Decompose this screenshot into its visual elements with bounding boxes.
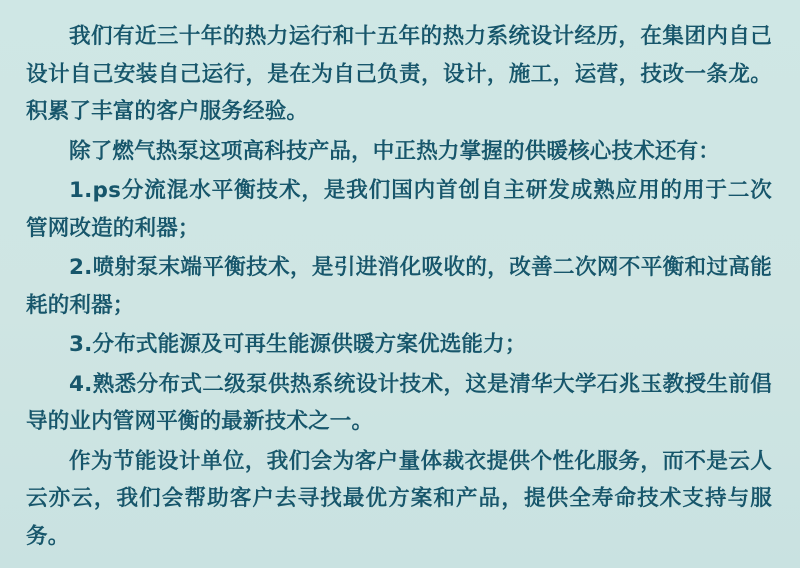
- document-body: [26, 18, 772, 555]
- paragraph-4: 2.喷射泵末端平衡技术，是引进消化吸收的，改善二次网不平衡和过高能耗的利器；: [26, 255, 772, 318]
- paragraph-7: 作为节能设计单位，我们会为客户量体裁衣提供个性化服务，而不是云人云亦云，我们会帮助客户去寻找最优方案和产品，提供全寿命技术支持与服务。: [26, 448, 772, 549]
- paragraph-2: 除了燃气热泵这项高科技产品，中正热力掌握的供暖核心技术还有：: [69, 138, 721, 164]
- paragraph-6: 4.熟悉分布式二级泵供热系统设计技术，这是清华大学石兆玉教授生前倡导的业内管网平衡的最新技术之一。: [26, 371, 772, 434]
- paragraph-3: 1.ps分流混水平衡技术，是我们国内首创自主研发成熟应用的用于二次管网改造的利器；: [26, 178, 772, 241]
- paragraph-5: 3.分布式能源及可再生能源供暖方案优选能力；: [69, 332, 527, 357]
- paragraph-1: 我们有近三十年的热力运行和十五年的热力系统设计经历，在集团内自己设计自己安装自己运行，是在为自己负责，设计，施工，运营，技改一条龙。积累了丰富的客户服务经验。: [26, 24, 772, 124]
